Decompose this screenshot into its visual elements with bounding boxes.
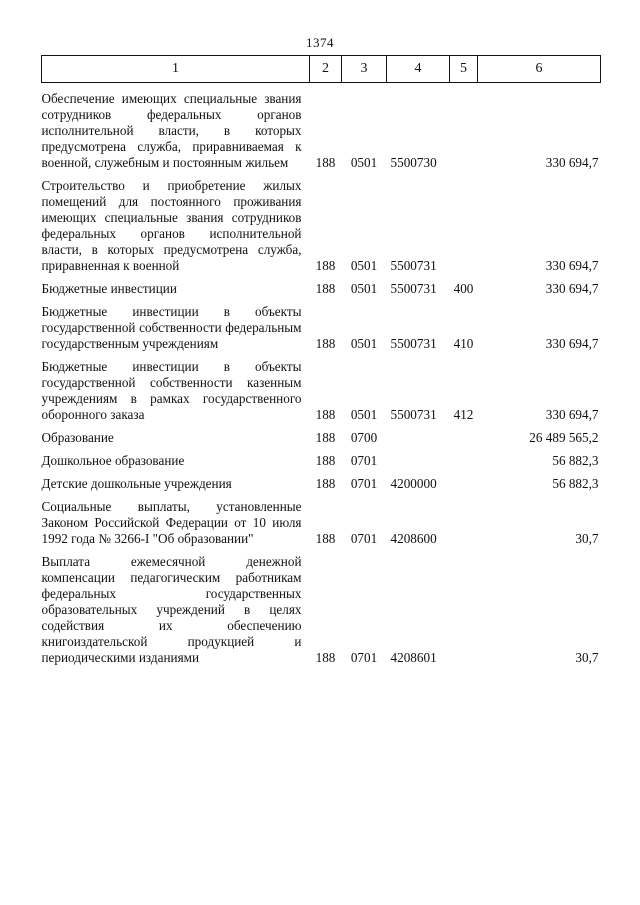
row-section-code: 0701 xyxy=(350,531,378,546)
row-name xyxy=(42,352,310,423)
row-admin-code: 188 xyxy=(315,407,336,422)
row-expense-type xyxy=(450,446,478,469)
row-section-code: 0501 xyxy=(350,336,378,351)
header-col-1: 1 xyxy=(42,56,310,83)
row-target-code: 5500731 xyxy=(390,407,437,422)
row-name-text: Дошкольное образование xyxy=(41,453,185,468)
table-header xyxy=(42,56,601,83)
row-amount: 56 882,3 xyxy=(552,453,599,468)
row-target-code: 4208600 xyxy=(390,531,437,546)
table-row xyxy=(42,446,601,469)
header-col-6: 6 xyxy=(478,56,601,83)
table-row xyxy=(42,352,601,423)
table-row xyxy=(42,274,601,297)
row-expense-type xyxy=(450,83,478,172)
row-admin-code: 188 xyxy=(315,453,336,468)
row-amount: 330 694,7 xyxy=(545,336,599,351)
page-number: 1374 xyxy=(306,35,334,50)
row-name-text: Выплата ежемесячной денежной компенсации педагогическим работникам федеральных государственных образовательных учреждений в целях содействия их обеспечению книгоиздательской продукцией и периодическими изданиями xyxy=(41,554,302,665)
row-admin-code: 188 xyxy=(315,281,336,296)
row-expense-type: 412 xyxy=(453,407,474,422)
row-target-code: 5500731 xyxy=(390,281,437,296)
row-name xyxy=(42,83,310,172)
table-body xyxy=(42,83,601,667)
row-section-code: 0501 xyxy=(350,281,378,296)
row-expense-type xyxy=(450,547,478,666)
table-row xyxy=(42,423,601,446)
row-section-code: 0501 xyxy=(350,258,378,273)
header-col-4: 4 xyxy=(387,56,450,83)
row-admin-code: 188 xyxy=(315,531,336,546)
row-expense-type xyxy=(450,423,478,446)
row-target-code: 5500731 xyxy=(390,258,437,273)
row-expense-type xyxy=(450,171,478,274)
row-expense-type xyxy=(450,469,478,492)
row-name-text: Бюджетные инвестиции xyxy=(41,281,177,296)
row-name xyxy=(42,171,310,274)
table-row xyxy=(42,547,601,666)
row-expense-type xyxy=(450,492,478,547)
row-name xyxy=(42,469,310,492)
row-name xyxy=(42,446,310,469)
row-amount: 26 489 565,2 xyxy=(529,430,599,445)
table-row xyxy=(42,469,601,492)
row-target-code: 5500731 xyxy=(390,336,437,351)
row-amount: 330 694,7 xyxy=(545,407,599,422)
row-admin-code: 188 xyxy=(315,476,336,491)
budget-table xyxy=(41,55,601,666)
row-name xyxy=(42,547,310,666)
table-row xyxy=(42,297,601,352)
row-admin-code: 188 xyxy=(315,155,336,170)
row-amount: 330 694,7 xyxy=(545,281,599,296)
header-col-3: 3 xyxy=(342,56,387,83)
row-expense-type: 400 xyxy=(453,281,474,296)
row-name-text: Бюджетные инвестиции в объекты государственной собственности казенным учреждениям в рамках государственного оборонного заказа xyxy=(41,359,302,422)
row-section-code: 0700 xyxy=(350,430,378,445)
row-name xyxy=(42,423,310,446)
row-name-text: Бюджетные инвестиции в объекты государственной собственности федеральным государственным учреждениям xyxy=(41,304,302,351)
row-admin-code: 188 xyxy=(315,430,336,445)
row-amount: 30,7 xyxy=(575,531,599,546)
row-amount: 330 694,7 xyxy=(545,155,599,170)
header-col-2: 2 xyxy=(310,56,342,83)
table-row xyxy=(42,492,601,547)
row-name-text: Детские дошкольные учреждения xyxy=(41,476,232,491)
row-target-code xyxy=(387,423,450,446)
header-col-5: 5 xyxy=(450,56,478,83)
row-section-code: 0501 xyxy=(350,155,378,170)
row-amount: 56 882,3 xyxy=(552,476,599,491)
row-name-text: Строительство и приобретение жилых помещений для постоянного проживания имеющих специальные звания сотрудников федеральных органов исполнительной власти, в которых предусмотрена служба, приравненная к военной xyxy=(41,178,302,273)
row-target-code: 5500730 xyxy=(390,155,437,170)
row-target-code: 4208601 xyxy=(390,650,437,665)
row-name xyxy=(42,492,310,547)
row-section-code: 0501 xyxy=(350,407,378,422)
table-row xyxy=(42,83,601,172)
table-row xyxy=(42,171,601,274)
row-section-code: 0701 xyxy=(350,453,378,468)
row-section-code: 0701 xyxy=(350,476,378,491)
row-admin-code: 188 xyxy=(315,650,336,665)
row-name xyxy=(42,274,310,297)
row-name-text: Обеспечение имеющих специальные звания сотрудников федеральных органов исполнительной власти, в которых предусмотрена служба, приравниваемая к военной, служебным и постоянным жильем xyxy=(41,91,302,170)
row-expense-type: 410 xyxy=(453,336,474,351)
row-amount: 330 694,7 xyxy=(545,258,599,273)
row-target-code: 4200000 xyxy=(390,476,437,491)
row-amount: 30,7 xyxy=(575,650,599,665)
row-admin-code: 188 xyxy=(315,258,336,273)
row-name xyxy=(42,297,310,352)
row-name-text: Социальные выплаты, установленные Законом Российской Федерации от 10 июля 1992 года № 3266-I "Об образовании" xyxy=(41,499,302,546)
row-admin-code: 188 xyxy=(315,336,336,351)
row-section-code: 0701 xyxy=(350,650,378,665)
row-target-code xyxy=(387,446,450,469)
row-name-text: Образование xyxy=(41,430,114,445)
